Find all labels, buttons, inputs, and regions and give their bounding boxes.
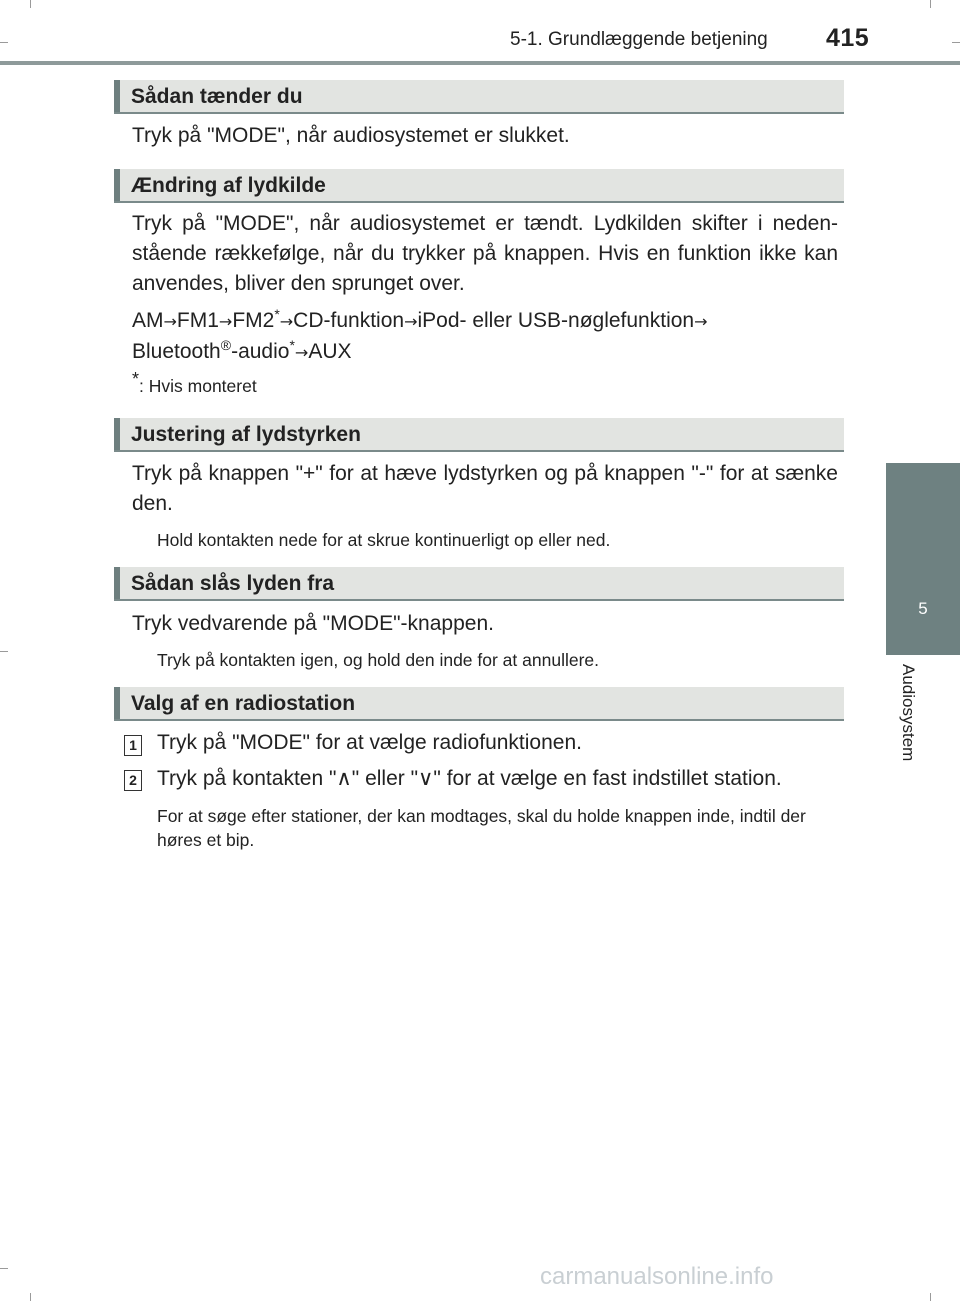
section-heading-radio xyxy=(114,687,844,721)
crop-mark xyxy=(952,42,960,43)
arrow-icon: → xyxy=(218,312,233,331)
page-number: 415 xyxy=(826,24,870,52)
body-text: Tryk vedvarende på "MODE"-knappen. xyxy=(132,612,494,635)
section-heading-volume xyxy=(114,418,844,452)
seq-item: FM1 xyxy=(176,309,219,332)
running-header: 5-1. Grundlæggende betjening xyxy=(510,29,768,50)
seq-item: AUX xyxy=(308,340,352,363)
note-text: Hold kontakten nede for at skrue kontinuerligt op eller ned. xyxy=(157,530,611,550)
seq-item: -audio xyxy=(231,340,290,363)
crop-mark xyxy=(0,651,8,652)
section-title: Sådan slås lyden fra xyxy=(131,572,335,595)
seq-item: CD-funktion xyxy=(293,309,405,332)
body-text: Tryk på knappen "+" for at hæve lydstyrken og på knappen "-" for at sænke den. xyxy=(132,462,838,515)
section-title: Sådan tænder du xyxy=(131,85,303,108)
step-number: 2 xyxy=(124,770,142,791)
chapter-number: 5 xyxy=(918,599,928,618)
body-text: Tryk på "MODE", når audiosystemet er tændt. Lydkilden skifter i neden-stående rækkefølge, når du trykker på knappen. Hvis en funktion ikke kan anvendes, bliver den sprunget over. xyxy=(132,212,838,295)
arrow-icon: → xyxy=(404,312,418,331)
header-rule xyxy=(0,61,960,65)
footnote-text: : Hvis monteret xyxy=(139,376,257,396)
section-heading-source xyxy=(114,169,844,203)
section-heading-mute xyxy=(114,567,844,601)
step-text: Tryk på kontakten "∧" eller "∨" for at vælge en fast indstillet station. xyxy=(157,767,782,790)
watermark: carmanualsonline.info xyxy=(540,1263,774,1290)
crop-mark xyxy=(0,42,8,43)
arrow-icon: → xyxy=(279,312,294,331)
note-text: Tryk på kontakten igen, og hold den inde for at annullere. xyxy=(157,650,600,670)
seq-item: AM xyxy=(132,309,164,332)
chapter-tab xyxy=(886,463,960,655)
section-title: Valg af en radiostation xyxy=(131,692,356,715)
footnote-star: * xyxy=(289,337,295,353)
body-text: Tryk på "MODE", når audiosystemet er slukket. xyxy=(132,124,570,147)
step-number: 1 xyxy=(124,735,142,756)
seq-item: Bluetooth xyxy=(132,340,221,363)
chapter-label: Audiosystem xyxy=(899,664,918,762)
crop-mark xyxy=(930,1293,931,1301)
crop-mark xyxy=(30,0,31,8)
arrow-icon: → xyxy=(163,312,177,331)
note-text: For at søge efter stationer, der kan modtages, skal du holde knappen inde, indtil der høres et bip. xyxy=(157,806,806,850)
section-heading-power-on xyxy=(114,80,844,114)
footnote xyxy=(132,369,838,398)
arrow-icon: → xyxy=(694,312,708,331)
arrow-icon: → xyxy=(294,343,309,362)
registered-mark: ® xyxy=(220,337,232,353)
crop-mark xyxy=(930,0,931,8)
section-title: Ændring af lydkilde xyxy=(131,174,326,197)
crop-mark xyxy=(0,1268,8,1269)
source-sequence xyxy=(132,306,838,368)
crop-mark xyxy=(30,1293,31,1301)
seq-item: FM2 xyxy=(232,309,275,332)
step-text: Tryk på "MODE" for at vælge radiofunktionen. xyxy=(157,731,582,754)
section-title: Justering af lydstyrken xyxy=(131,423,361,446)
footnote-star: * xyxy=(132,369,140,390)
seq-item: iPod- eller USB-nøglefunktion xyxy=(417,309,695,332)
footnote-star: * xyxy=(274,306,280,322)
